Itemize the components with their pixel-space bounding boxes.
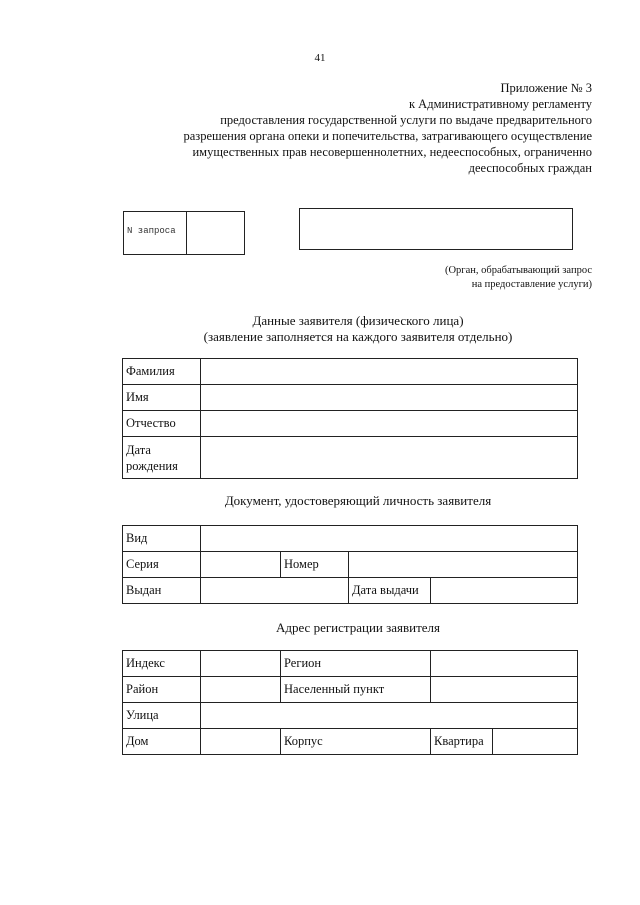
table-row: [123, 437, 578, 479]
birthdate-field[interactable]: [201, 437, 578, 479]
request-box-divider: [186, 212, 187, 254]
surname-field[interactable]: [201, 359, 578, 385]
registration-address-table: [122, 650, 578, 755]
house-label: Дом: [123, 729, 201, 755]
table-row: [123, 703, 578, 729]
issue-date-label: Дата выдачи: [349, 578, 431, 604]
issued-label: Выдан: [123, 578, 201, 604]
surname-label: Фамилия: [123, 359, 201, 385]
section1-subtitle: (заявление заполняется на каждого заявителя отдельно): [203, 329, 513, 344]
document-header: [112, 80, 592, 176]
table-row: [123, 578, 578, 604]
number-field[interactable]: [349, 552, 578, 578]
header-line: разрешения органа опеки и попечительства, затрагивающего осуществление: [183, 129, 592, 143]
house-field[interactable]: [201, 729, 281, 755]
applicant-table: [122, 358, 578, 479]
index-label: Индекс: [123, 651, 201, 677]
section1-title: Данные заявителя (физического лица): [252, 313, 464, 328]
table-row: [123, 359, 578, 385]
name-field[interactable]: [201, 385, 578, 411]
number-label: Номер: [281, 552, 349, 578]
patronymic-field[interactable]: [201, 411, 578, 437]
table-row: [123, 729, 578, 755]
birthdate-label: [123, 437, 201, 479]
patronymic-label: Отчество: [123, 411, 201, 437]
table-row: [123, 526, 578, 552]
header-line: дееспособных граждан: [468, 161, 592, 175]
street-label: Улица: [123, 703, 201, 729]
section2-title: Документ, удостоверяющий личность заявителя: [224, 493, 492, 508]
birthdate-label-line: Дата: [126, 442, 151, 457]
birthdate-label-line: рождения: [126, 458, 178, 473]
organization-box[interactable]: [299, 208, 573, 250]
doc-type-field[interactable]: [201, 526, 578, 552]
header-line: предоставления государственной услуги по выдаче предварительного: [220, 113, 592, 127]
table-row: [123, 677, 578, 703]
series-label: Серия: [123, 552, 201, 578]
region-field[interactable]: [431, 651, 578, 677]
apartment-label: Квартира: [431, 729, 493, 755]
table-row: [123, 385, 578, 411]
header-line: к Административному регламенту: [408, 97, 592, 111]
table-row: [123, 411, 578, 437]
building-label: Корпус: [281, 729, 431, 755]
page-number: 41: [314, 52, 326, 64]
request-number-label: N запроса: [127, 226, 176, 236]
organization-caption: [372, 264, 592, 292]
identity-document-table: [122, 525, 578, 604]
apartment-field[interactable]: [493, 729, 578, 755]
header-appendix: Приложение № 3: [500, 81, 592, 95]
doc-type-label: Вид: [123, 526, 201, 552]
locality-label: Населенный пункт: [281, 677, 431, 703]
issued-field[interactable]: [201, 578, 349, 604]
header-line: имущественных прав несовершеннолетних, недееспособных, ограниченно: [192, 145, 592, 159]
request-number-box[interactable]: [123, 211, 245, 255]
index-field[interactable]: [201, 651, 281, 677]
locality-field[interactable]: [431, 677, 578, 703]
caption-line: (Орган, обрабатывающий запрос: [444, 265, 592, 276]
street-field[interactable]: [201, 703, 578, 729]
issue-date-field[interactable]: [431, 578, 578, 604]
table-row: [123, 651, 578, 677]
name-label: Имя: [123, 385, 201, 411]
caption-line: на предоставление услуги): [471, 279, 592, 290]
section3-title: Адрес регистрации заявителя: [275, 620, 441, 635]
region-label: Регион: [281, 651, 431, 677]
series-field[interactable]: [201, 552, 281, 578]
district-field[interactable]: [201, 677, 281, 703]
district-label: Район: [123, 677, 201, 703]
table-row: [123, 552, 578, 578]
